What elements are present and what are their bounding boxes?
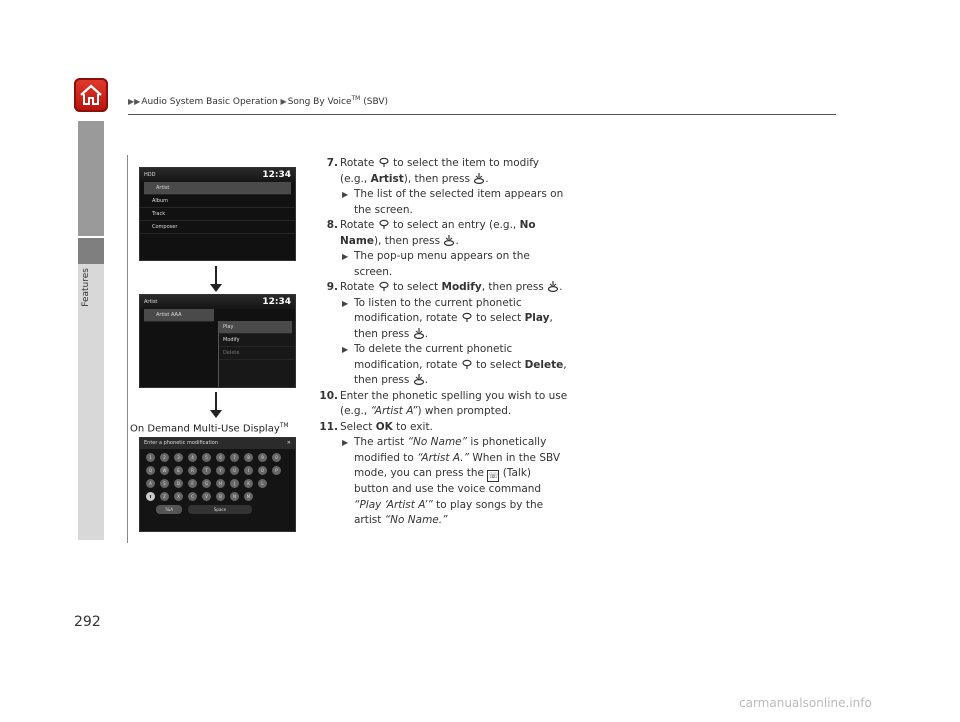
- key[interactable]: 4: [188, 453, 197, 462]
- press-icon: [413, 328, 425, 339]
- key[interactable]: E: [174, 466, 183, 475]
- key[interactable]: M: [244, 492, 253, 501]
- popup-item-play[interactable]: Play: [219, 321, 292, 334]
- keyboard-row: [142, 466, 293, 475]
- list-item[interactable]: Album: [140, 195, 295, 208]
- key[interactable]: 6: [216, 453, 225, 462]
- step-9-play-note: ▶ To listen to the current phonetic modification, rotate to select Play, then press .: [340, 296, 568, 343]
- home-icon: [79, 84, 103, 106]
- selector-dial-icon: [461, 359, 473, 370]
- press-icon: [443, 235, 455, 246]
- step-11-result: ▶ The artist “No Name” is phonetically modified to “Artist A.” When in the SBV mode, you can press the ☏ (Talk) button and use the voice command “Play ‘Artist A’” to play songs by the artist “No Name.”: [340, 435, 568, 529]
- mode-key[interactable]: ?&A: [156, 505, 182, 514]
- step-8-result: ▶ The pop-up menu appears on the screen.: [340, 249, 568, 280]
- space-key[interactable]: Space: [188, 505, 252, 514]
- press-icon: [473, 173, 485, 184]
- step-9: 9. Rotate to select Modify, then press . ▶ To listen to the current phonetic modification, rotate to select Play, then press . ▶ To delete the current phonetic modification, rotate to select Delete, then press .: [318, 280, 568, 389]
- key[interactable]: D: [174, 479, 183, 488]
- list-item[interactable]: Artist AAA: [144, 309, 214, 322]
- selector-dial-icon: [378, 281, 390, 292]
- step-7: 7. Rotate to select the item to modify (e.g., Artist), then press . ▶ The list of the selected item appears on the screen.: [318, 156, 568, 218]
- prompt-text: Enter a phonetic modification: [144, 440, 219, 446]
- talk-icon: ☏: [488, 471, 499, 480]
- key[interactable]: H: [216, 479, 225, 488]
- selector-dial-icon: [378, 219, 390, 230]
- key[interactable]: O: [258, 466, 267, 475]
- screen-title-bar: [140, 295, 295, 309]
- list-item[interactable]: Artist: [144, 182, 291, 195]
- key[interactable]: F: [188, 479, 197, 488]
- key[interactable]: 5: [202, 453, 211, 462]
- breadcrumb-item-sbv[interactable]: Song By Voice: [287, 97, 352, 107]
- shift-key-icon[interactable]: ⬆: [146, 492, 155, 501]
- breadcrumb-item-audio[interactable]: Audio System Basic Operation: [141, 97, 278, 107]
- key[interactable]: C: [188, 492, 197, 501]
- key[interactable]: 9: [258, 453, 267, 462]
- figure-divider: [127, 155, 128, 543]
- close-icon[interactable]: ✕: [286, 440, 291, 446]
- trademark: TM: [351, 95, 361, 102]
- press-icon: [547, 281, 559, 292]
- keyboard-prompt: [140, 438, 295, 449]
- key[interactable]: Q: [146, 466, 155, 475]
- key[interactable]: I: [244, 466, 253, 475]
- screen-phonetic-keyboard: [139, 437, 296, 532]
- key[interactable]: A: [146, 479, 155, 488]
- breadcrumb-suffix: (SBV): [363, 97, 389, 107]
- on-screen-keyboard: [140, 449, 295, 518]
- key[interactable]: 3: [174, 453, 183, 462]
- keyboard-row: [142, 453, 293, 462]
- key[interactable]: Z: [160, 492, 169, 501]
- step-7-result: ▶ The list of the selected item appears on the screen.: [340, 187, 568, 218]
- selector-dial-icon: [378, 157, 390, 168]
- key[interactable]: L: [258, 479, 267, 488]
- figure-caption: On Demand Multi-Use Display™: [130, 422, 289, 435]
- header-divider: [128, 114, 836, 115]
- key[interactable]: J: [230, 479, 239, 488]
- home-button[interactable]: [74, 78, 108, 112]
- sidebar-tab-active[interactable]: [78, 238, 104, 264]
- instructions: [318, 156, 568, 529]
- step-10: 10. Enter the phonetic spelling you wish to use (e.g., “Artist A”) when prompted.: [319, 389, 568, 417]
- sidebar-section-label: Features: [81, 268, 91, 307]
- key[interactable]: T: [202, 466, 211, 475]
- keyboard-row: [142, 479, 293, 488]
- key[interactable]: P: [272, 466, 281, 475]
- key[interactable]: U: [230, 466, 239, 475]
- key[interactable]: B: [216, 492, 225, 501]
- list-item[interactable]: Composer: [140, 221, 295, 234]
- screen-clock: 12:34: [262, 297, 291, 307]
- key[interactable]: R: [188, 466, 197, 475]
- list-item[interactable]: Track: [140, 208, 295, 221]
- key[interactable]: X: [174, 492, 183, 501]
- key[interactable]: V: [202, 492, 211, 501]
- step-9-delete-note: ▶ To delete the current phonetic modification, rotate to select Delete, then press .: [340, 342, 568, 389]
- key[interactable]: 7: [230, 453, 239, 462]
- key[interactable]: 1: [146, 453, 155, 462]
- sidebar-tab: [78, 121, 104, 236]
- step-11: 11. Select OK to exit. ▶ The artist “No Name” is phonetically modified to “Artist A.” When in the SBV mode, you can press the ☏ (Talk) button and use the voice command “Play ‘Artist A’” to play songs by the artist “No Name.”: [318, 420, 568, 529]
- popup-menu: [218, 321, 296, 388]
- key[interactable]: G: [202, 479, 211, 488]
- key[interactable]: W: [160, 466, 169, 475]
- key[interactable]: 2: [160, 453, 169, 462]
- keyboard-row: [142, 492, 293, 501]
- screen-artist-popup: [139, 294, 296, 388]
- breadcrumb-arrow-icon: ▶: [280, 97, 287, 106]
- press-icon: [413, 374, 425, 385]
- breadcrumb: [128, 95, 388, 107]
- screen-title: Artist: [144, 299, 158, 305]
- arrow-down-icon: [210, 266, 222, 292]
- watermark: carmanualsonline.info: [739, 696, 872, 710]
- screen-clock: 12:34: [262, 170, 291, 180]
- selector-dial-icon: [461, 312, 473, 323]
- arrow-down-icon: [210, 392, 222, 418]
- key[interactable]: N: [230, 492, 239, 501]
- page-number: 292: [74, 614, 101, 630]
- popup-item-modify[interactable]: Modify: [219, 334, 296, 347]
- keyboard-bottom-row: [142, 505, 293, 514]
- screen-hdd-list: [139, 167, 296, 261]
- key[interactable]: K: [244, 479, 253, 488]
- key[interactable]: Y: [216, 466, 225, 475]
- key[interactable]: 8: [244, 453, 253, 462]
- key[interactable]: S: [160, 479, 169, 488]
- screen-title-bar: [140, 168, 295, 182]
- screen-title: HDD: [144, 172, 156, 178]
- key[interactable]: 0: [272, 453, 281, 462]
- step-8: 8. Rotate to select an entry (e.g., No Name), then press . ▶ The pop-up menu appears on the screen.: [318, 218, 568, 280]
- breadcrumb-arrow-icon: ▶▶: [128, 97, 141, 106]
- popup-item-delete[interactable]: Delete: [219, 347, 296, 360]
